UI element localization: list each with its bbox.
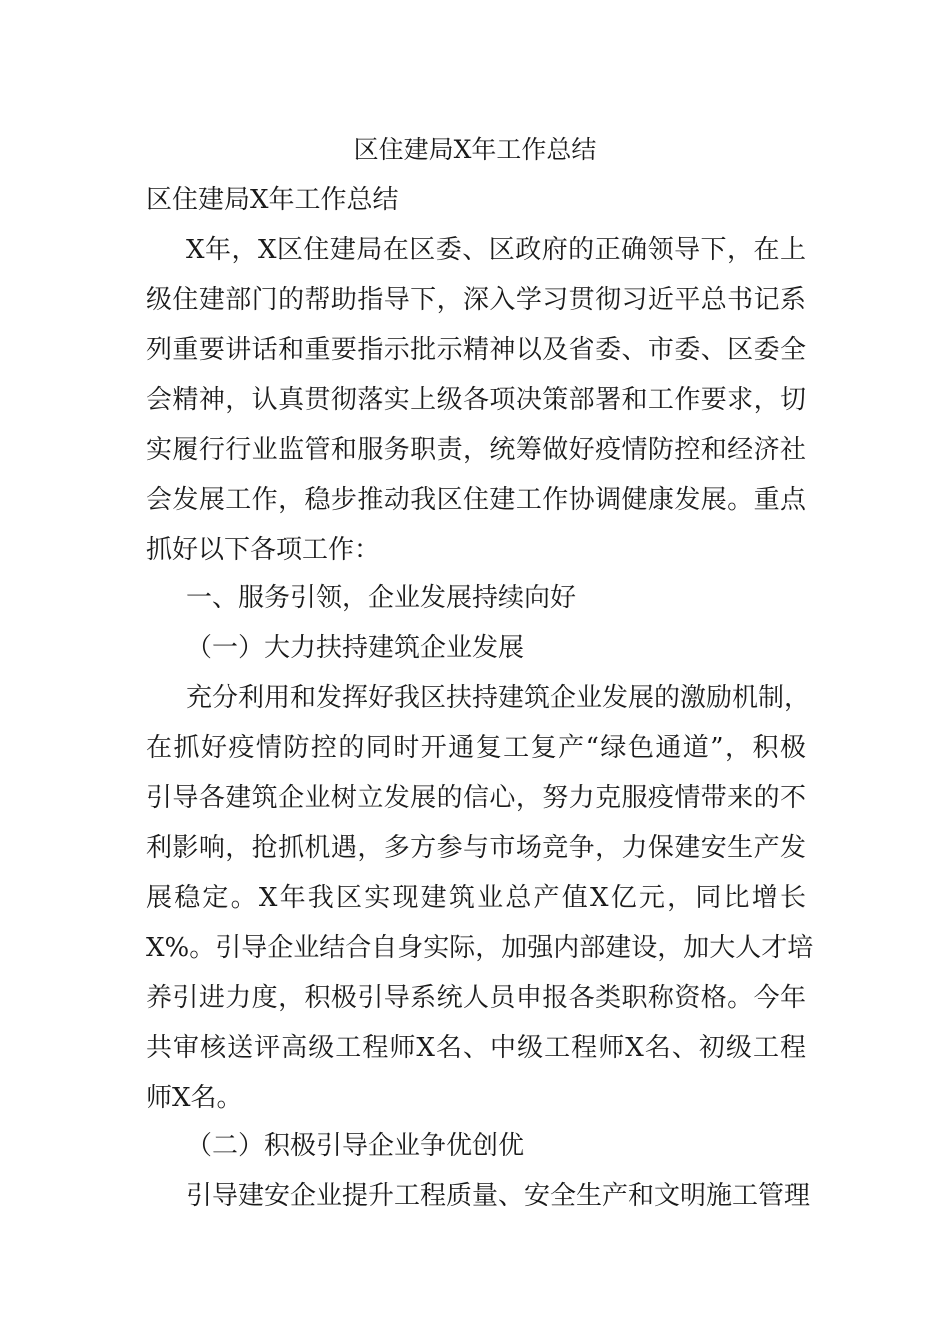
paragraph-line: X年，X区住建局在区委、区政府的正确领导下，在上 [186,235,806,265]
paragraph-line: 引导建安企业提升工程质量、安全生产和文明施工管理 [186,1181,811,1211]
paragraph-line: 展稳定。X年我区实现建筑业总产值X亿元，同比增长 [146,883,806,913]
paragraph-line: 利影响，抢抓机遇，多方参与市场竞争，力保建安生产发 [146,833,806,863]
paragraph-line: 抓好以下各项工作： [146,535,381,565]
paragraph-line: 级住建部门的帮助指导下，深入学习贯彻习近平总书记系 [146,285,806,315]
document-title: 区住建局X年工作总结 [353,135,597,164]
paragraph-line: 师X名。 [146,1083,243,1113]
paragraph-line: 充分利用和发挥好我区扶持建筑企业发展的激励机制， [186,683,811,713]
subsection-heading: （二）积极引导企业争优创优 [186,1131,525,1161]
paragraph-line: 共审核送评高级工程师X名、中级工程师X名、初级工程 [146,1033,806,1063]
paragraph-line: 列重要讲话和重要指示批示精神以及省委、市委、区委全 [146,335,806,365]
paragraph-line: 实履行行业监管和服务职责，统筹做好疫情防控和经济社 [146,435,806,465]
document-subtitle: 区住建局X年工作总结 [146,185,399,215]
paragraph-line: 会发展工作，稳步推动我区住建工作协调健康发展。重点 [146,485,806,515]
section-heading: 一、服务引领，企业发展持续向好 [186,583,577,613]
paragraph-line: 会精神，认真贯彻落实上级各项决策部署和工作要求，切 [146,385,806,415]
paragraph-line: 引导各建筑企业树立发展的信心，努力克服疫情带来的不 [146,783,806,813]
paragraph-line: 在抓好疫情防控的同时开通复工复产“绿色通道”，积极 [146,733,806,763]
subsection-heading: （一）大力扶持建筑企业发展 [186,633,525,663]
paragraph-line: 养引进力度，积极引导系统人员申报各类职称资格。今年 [146,983,806,1013]
paragraph-line: X%。引导企业结合自身实际，加强内部建设，加大人才培 [146,933,814,963]
